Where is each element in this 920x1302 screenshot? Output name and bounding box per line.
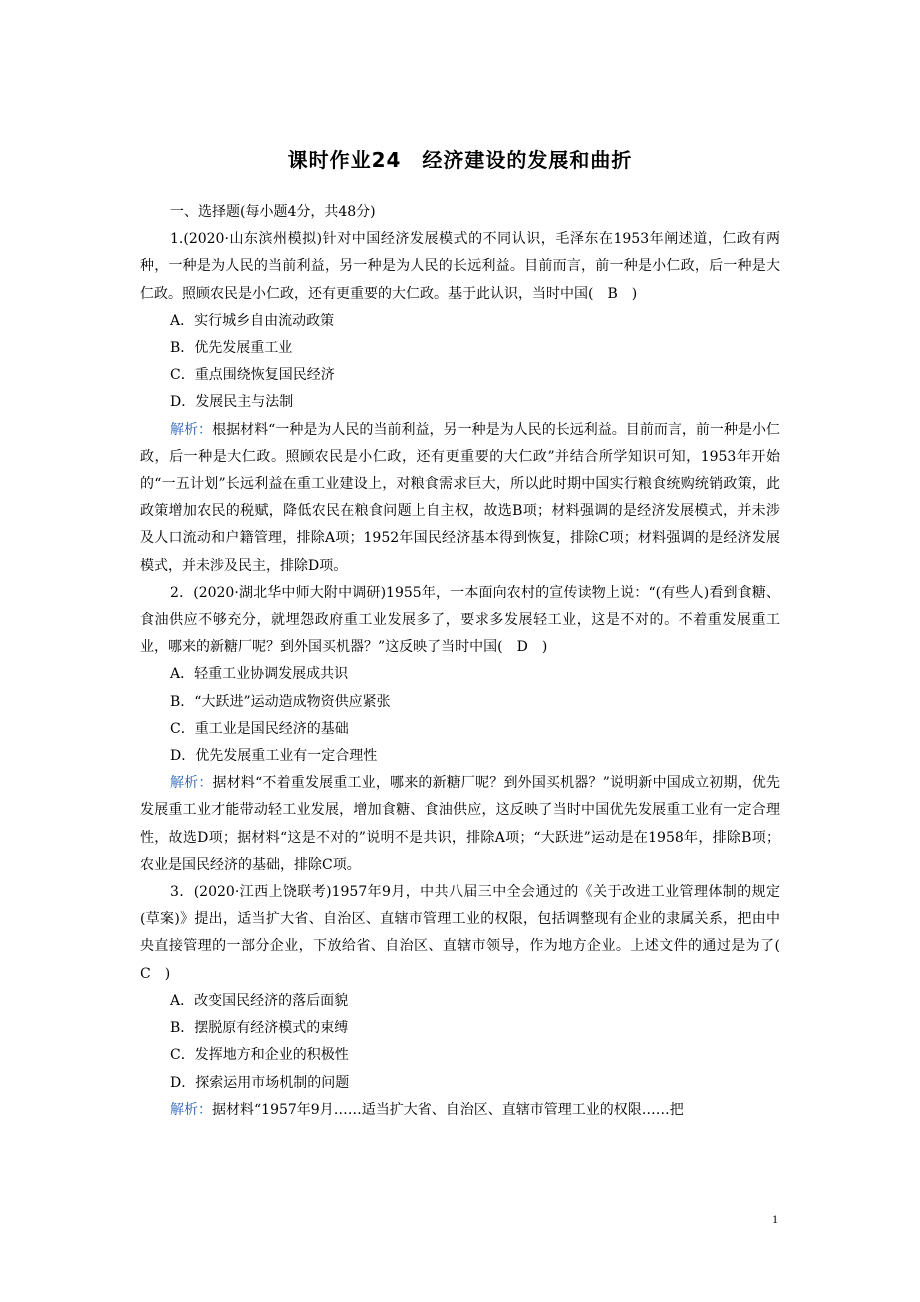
question-3 (140, 879, 794, 1124)
analysis (140, 417, 780, 580)
question-1 (140, 226, 780, 580)
option-a: A．轻重工业协调发展成共识 (170, 666, 349, 683)
question-stem: 2．(2020·湖北华中师大附中调研)1955年，一本面向农村的宣传读物上说：“(有些人)看到食糖、食油供应不够充分，就埋怨政府重工业发展多了，要求多发展轻工业，这是不对的。不着重发展重工业，哪来的新糖厂呢？到外国买机器？”这反映了当时中国( D ) (140, 584, 780, 656)
option-b: B．优先发展重工业 (170, 340, 293, 357)
option-b: B．摆脱原有经济模式的束缚 (170, 1020, 349, 1037)
option-a: A．实行城乡自由流动政策 (170, 312, 335, 329)
option-d: D．发展民主与法制 (170, 394, 294, 411)
document-body (140, 199, 794, 1124)
analysis-text: 据材料“不着重发展重工业，哪来的新糖厂呢？到外国买机器？”说明新中国成立初期，优先发展重工业才能带动轻工业发展，增加食糖、食油供应，这反映了当时中国优先发展重工业有一定合理性，故选D项；据材料“这是不对的”说明不是共识，排除A项；“大跃进”运动是在1958年，排除B项；农业是国民经济的基础，排除C项。 (140, 775, 781, 873)
analysis-label: 解析： (170, 775, 213, 792)
analysis-text: 根据材料“一种是为人民的当前利益，另一种是为人民的长远利益。目前而言，前一种是小仁政，后一种是大仁政。照顾农民是小仁政，还有更重要的大仁政”并结合所学知识可知，1953年开始的“一五计划”长远利益在重工业建设上，对粮食需求巨大，所以此时期中国实行粮食统购统销政策，此政策增加农民的税赋，降低农民在粮食问题上自主权，故选B项；材料强调的是经济发展模式，并未涉及人口流动和户籍管理，排除A项；1952年国民经济基本得到恢复，排除C项；材料强调的是经济发展模式，并未涉及民主，排除D项。 (140, 421, 781, 574)
analysis (140, 770, 780, 879)
question-stem: 1.(2020·山东滨州模拟)针对中国经济发展模式的不同认识，毛泽东在1953年阐述道，仁政有两种，一种是为人民的当前利益，另一种是为人民的长远利益。目前而言，前一种是小仁政，后一种是大仁政。照顾农民是小仁政，还有更重要的大仁政。基于此认识，当时中国( B ) (140, 231, 780, 302)
analysis-label: 解析： (170, 1101, 212, 1118)
section-header: 一、选择题(每小题4分，共48分) (170, 204, 376, 220)
option-c: C．重工业是国民经济的基础 (170, 720, 349, 737)
option-d: D．优先发展重工业有一定合理性 (170, 748, 378, 765)
option-c: C．重点围绕恢复国民经济 (170, 367, 335, 384)
page-title: 课时作业24 经济建设的发展和曲折 (287, 148, 633, 172)
analysis (140, 1097, 780, 1124)
analysis-label: 解析： (170, 421, 213, 438)
page-number: 1 (772, 1212, 778, 1226)
option-d: D．探索运用市场机制的问题 (170, 1074, 350, 1091)
question-stem: 3．(2020·江西上饶联考)1957年9月，中共八届三中全会通过的《关于改进工业管理体制的规定(草案)》提出，适当扩大省、自治区、直辖市管理工业的权限，包括调整现有企业的隶属关系，把由中央直接管理的一部分企业，下放给省、自治区、直辖市领导，作为地方企业。上述文件的通过是为了( C ) (140, 884, 794, 982)
option-b: B．“大跃进”运动造成物资供应紧张 (170, 693, 391, 710)
analysis-text: 据材料“1957年9月……适当扩大省、自治区、直辖市管理工业的权限……把 (212, 1101, 684, 1118)
option-c: C．发挥地方和企业的积极性 (170, 1047, 349, 1064)
question-2 (140, 580, 780, 879)
option-a: A．改变国民经济的落后面貌 (170, 992, 349, 1009)
